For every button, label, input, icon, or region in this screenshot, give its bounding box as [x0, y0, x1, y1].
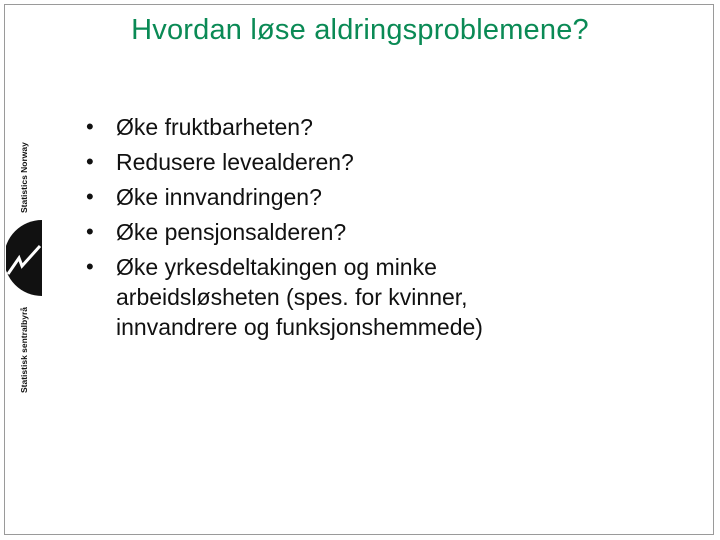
bullet-item — [86, 182, 686, 212]
bullet-icon: • — [86, 219, 94, 244]
bullet-icon: • — [86, 254, 94, 279]
bullet-text: Øke yrkesdeltakingen og minke arbeidsløsheten (spes. for kvinner, innvandrere og funksjonshemmede) — [116, 254, 483, 340]
bullet-item — [86, 112, 686, 142]
bullet-item — [86, 147, 686, 177]
bullet-text: Redusere levealderen? — [116, 149, 354, 175]
bullet-list — [86, 112, 686, 347]
bullet-text: Øke pensjonsalderen? — [116, 219, 347, 245]
bullet-icon: • — [86, 184, 94, 209]
bullet-icon: • — [86, 114, 94, 139]
bullet-item — [86, 217, 686, 247]
bullet-text: Øke innvandringen? — [116, 184, 322, 210]
ssb-logo-icon — [6, 218, 42, 298]
bullet-item — [86, 252, 686, 342]
bullet-icon: • — [86, 149, 94, 174]
logo-text-english: Statistics Norway — [19, 142, 29, 213]
bullet-text: Øke fruktbarheten? — [116, 114, 313, 140]
logo-text-norwegian: Statistisk sentralbyrå — [19, 307, 29, 393]
slide-title: Hvordan løse aldringsproblemene? — [131, 14, 589, 46]
logo-sidebar — [0, 0, 60, 540]
